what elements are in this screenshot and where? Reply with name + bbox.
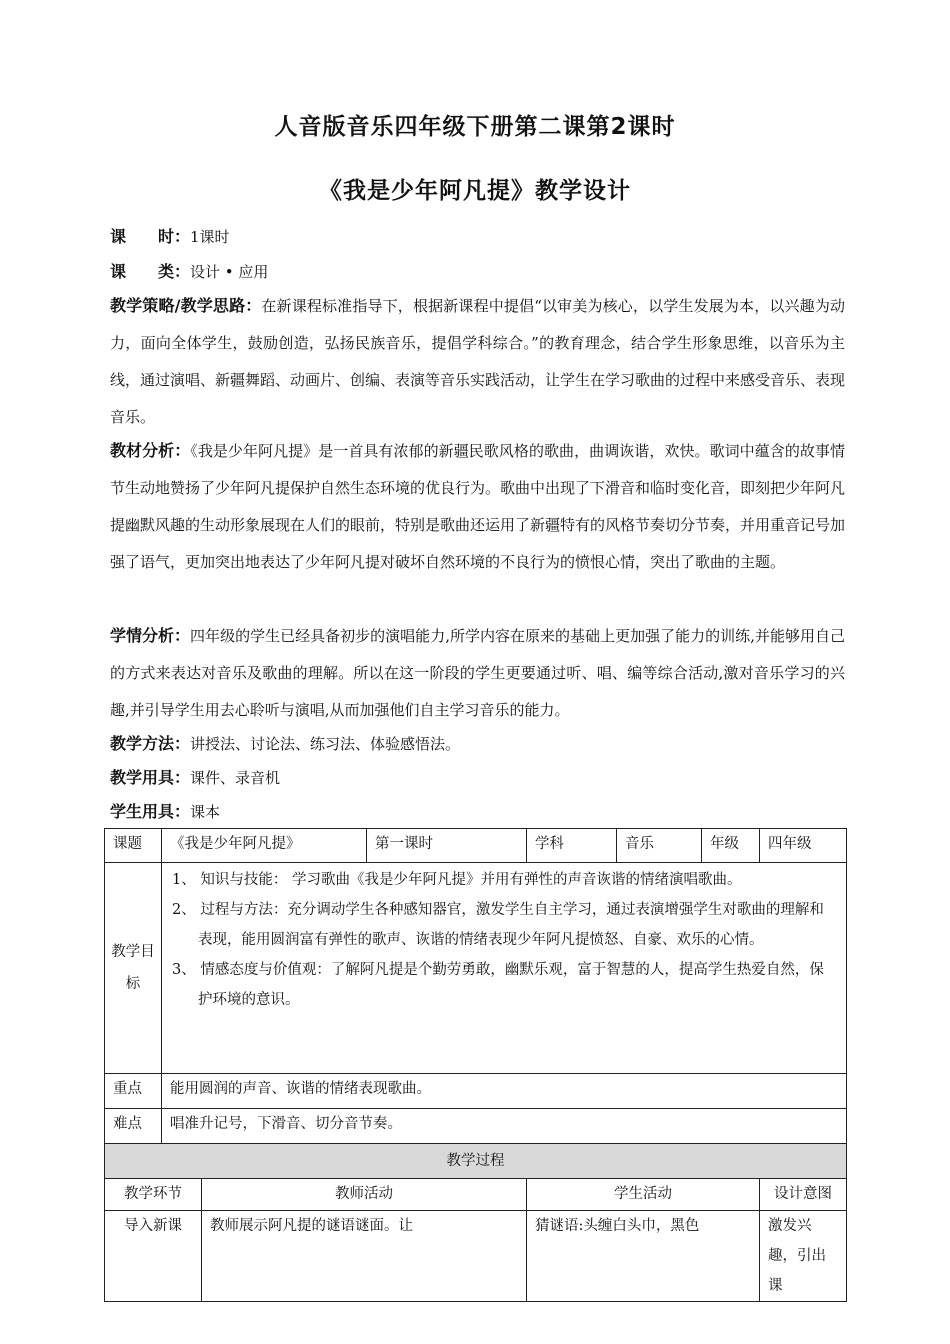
document-title: 人音版音乐四年级下册第二课第2课时 (274, 114, 676, 140)
column-header: 教学环节 (105, 1179, 202, 1211)
topic-value: 《我是少年阿凡提》 (162, 829, 367, 863)
goal-item: 1、 知识与技能： 学习歌曲《我是少年阿凡提》并用有弹性的声音诙谐的情绪演唱歌曲。 (172, 872, 742, 888)
document-subtitle: 《我是少年阿凡提》教学设计 (319, 178, 631, 204)
goals-label: 教学目标 (105, 863, 162, 1074)
process-header: 教学过程 (105, 1144, 847, 1179)
strategy-label: 教学策略/教学思路： (110, 296, 262, 315)
process-student: 猜谜语:头缠白头巾，黑色 (527, 1211, 760, 1302)
tools-label: 教学用具： (110, 768, 191, 787)
goal-item: 3、 情感态度与价值观：了解阿凡提是个勤劳勇敢，幽默乐观，富于智慧的人，提高学生热爱自然，保护环境的意识。 (172, 962, 824, 1008)
subject-label: 学科 (527, 829, 617, 863)
strategy-text: 在新课程标准指导下，根据新课程中提倡“以审美为核心，以学生发展为本，以兴趣为动力，面向全体学生，鼓励创造，弘扬民族音乐，提倡学科综合。”的教育理念，结合学生形象思维，以音乐为主线，通过演唱、新疆舞蹈、动画片、创编、表演等音乐实践活动，让学生在学习歌曲的过程中来感受音乐、表现音乐。 (110, 297, 846, 426)
difficulty-value: 唱准升记号，下滑音、切分音节奏。 (162, 1109, 847, 1144)
student-analysis-label: 学情分析： (110, 626, 191, 645)
process-stage: 导入新课 (105, 1211, 202, 1302)
grade-label: 年级 (702, 829, 760, 863)
topic-label: 课题 (105, 829, 162, 863)
table-row (105, 1179, 847, 1211)
table-row (105, 1074, 847, 1109)
key-label: 重点 (105, 1074, 162, 1109)
method-label: 教学方法： (110, 734, 191, 753)
period-label: 课 时： (110, 227, 191, 246)
grade-value: 四年级 (760, 829, 847, 863)
tools-field (110, 759, 845, 797)
type-value: 设计 • 应用 (190, 263, 269, 281)
strategy-section (110, 287, 845, 436)
column-header: 设计意图 (760, 1179, 847, 1211)
material-section (110, 432, 845, 581)
type-label: 课 类： (110, 262, 191, 281)
material-label: 教材分析： (110, 441, 191, 460)
goal-item: 2、 过程与方法：充分调动学生各种感知器官，激发学生自主学习，通过表演增强学生对歌曲的理解和表现，能用圆润富有弹性的歌声、诙谐的情绪表现少年阿凡提愤怒、自豪、欢乐的心情。 (172, 902, 824, 948)
method-field (110, 725, 845, 763)
lesson-value: 第一课时 (367, 829, 527, 863)
table-row (105, 829, 847, 863)
tools-text: 课件、录音机 (190, 769, 281, 787)
key-value: 能用圆润的声音、诙谐的情绪表现歌曲。 (162, 1074, 847, 1109)
type-field (110, 253, 845, 291)
subject-value: 音乐 (617, 829, 702, 863)
student-analysis-text: 四年级的学生已经具备初步的演唱能力,所学内容在原来的基础上更加强了能力的训练,并能够用自己的方式来表达对音乐及歌曲的理解。所以在这一阶段的学生更要通过听、唱、编等综合活动,激对音乐学习的兴趣,并引导学生用去心聆听与演唱,从而加强他们自主学习音乐的能力。 (110, 627, 845, 719)
difficulty-label: 难点 (105, 1109, 162, 1144)
table-row (105, 1109, 847, 1144)
lesson-table (104, 828, 847, 1302)
table-row (105, 863, 847, 1074)
goals-cell (162, 863, 847, 1074)
student-tools-label: 学生用具： (110, 802, 191, 821)
student-tools-field (110, 793, 845, 831)
process-teacher: 教师展示阿凡提的谜语谜面。让 (202, 1211, 527, 1302)
column-header: 学生活动 (527, 1179, 760, 1211)
student-analysis-section (110, 617, 845, 729)
table-row (105, 1144, 847, 1179)
table-row (105, 1211, 847, 1302)
method-text: 讲授法、讨论法、练习法、体验感悟法。 (190, 735, 461, 753)
period-field (110, 218, 845, 256)
material-text: 《我是少年阿凡提》是一首具有浓郁的新疆民歌风格的歌曲，曲调诙谐，欢快。歌词中蕴含的故事情节生动地赞扬了少年阿凡提保护自然生态环境的优良行为。歌曲中出现了下滑音和临时变化音，即刻把少年阿凡提幽默风趣的生动形象展现在人们的眼前，特别是歌曲还运用了新疆特有的风格节奏切分节奏，并用重音记号加强了语气，更加突出地表达了少年阿凡提对破坏自然环境的不良行为的愤恨心情，突出了歌曲的主题。 (110, 442, 846, 571)
column-header: 教师活动 (202, 1179, 527, 1211)
process-intent: 激发兴趣，引出课 (760, 1211, 847, 1302)
student-tools-text: 课本 (190, 803, 221, 821)
period-value: 1课时 (190, 228, 230, 246)
